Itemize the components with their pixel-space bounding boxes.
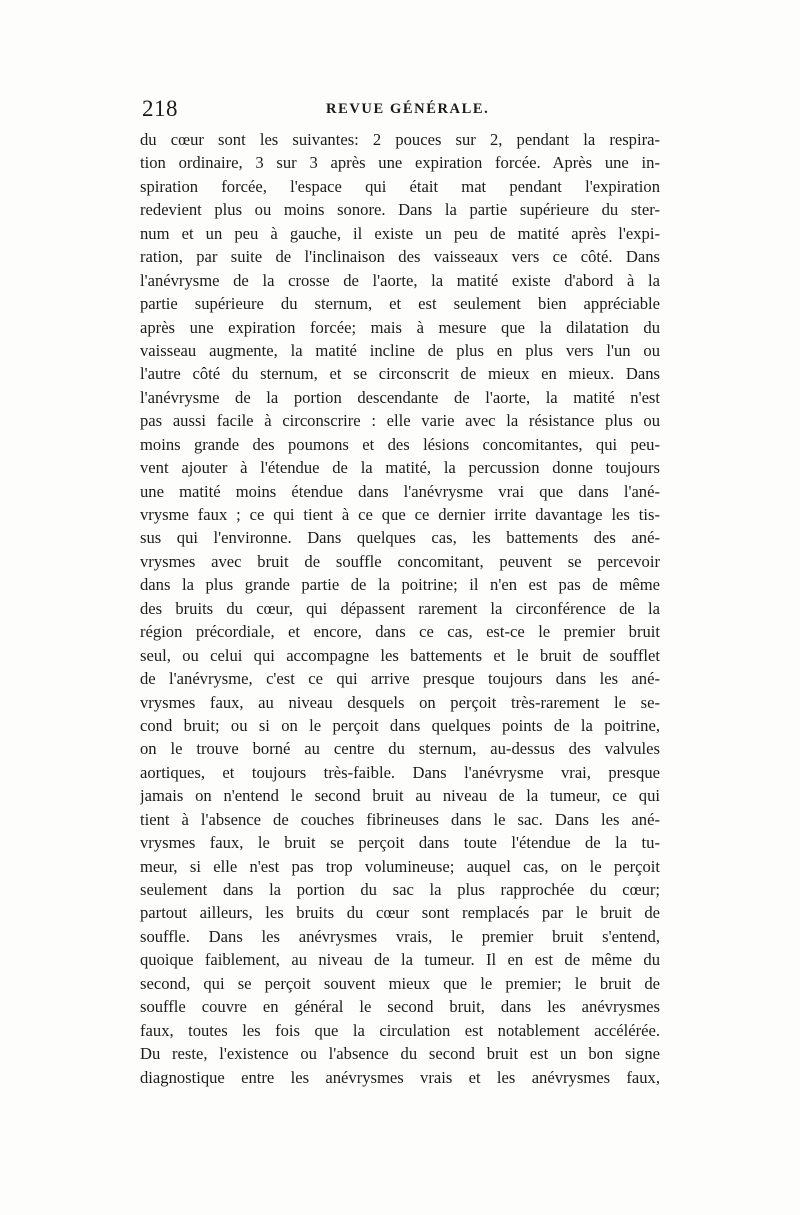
text-line: faux, toutes les fois que la circulation est notablement accélérée.	[140, 1020, 660, 1040]
text-line: meur, si elle n'est pas trop volumineuse; auquel cas, on le perçoit	[140, 856, 660, 876]
text-line: cond bruit; ou si on le perçoit dans quelques points de la poitrine,	[140, 715, 660, 735]
text-line: sus qui l'environne. Dans quelques cas, les battements des ané-	[140, 528, 660, 548]
text-line: jamais on n'entend le second bruit au niveau de la tumeur, ce qui	[140, 786, 660, 806]
page-number: 218	[142, 96, 178, 121]
text-line: diagnostique entre les anévrysmes vrais et les anévrysmes faux,	[140, 1067, 660, 1087]
text-line: l'anévrysme de la crosse de l'aorte, la matité existe d'abord à la	[140, 270, 660, 290]
text-line: des bruits du cœur, qui dépassent rarement la circonférence de la	[140, 598, 660, 618]
text-line: tion ordinaire, 3 sur 3 après une expiration forcée. Après une in-	[140, 153, 660, 173]
text-line: vrysmes avec bruit de souffle concomitant, peuvent se percevoir	[140, 551, 660, 571]
text-line: tient à l'absence de couches fibrineuses dans le sac. Dans les ané-	[140, 809, 660, 829]
text-line: on le trouve borné au centre du sternum, au-dessus des valvules	[140, 739, 660, 759]
text-line: pas aussi facile à circonscrire : elle varie avec la résistance plus ou	[140, 411, 660, 431]
text-line: Du reste, l'existence ou l'absence du second bruit est un bon signe	[140, 1044, 660, 1064]
text-line: de l'anévrysme, c'est ce qui arrive presque toujours dans les ané-	[140, 669, 660, 689]
text-line: après une expiration forcée; mais à mesure que la dilatation du	[140, 317, 660, 337]
text-line: second, qui se perçoit souvent mieux que le premier; le bruit de	[140, 973, 660, 993]
text-line: l'autre côté du sternum, et se circonscrit de mieux en mieux. Dans	[140, 364, 660, 384]
text-line: vrysme faux ; ce qui tient à ce que ce dernier irrite davantage les tis-	[140, 505, 660, 524]
text-line: moins grande des poumons et des lésions concomitantes, qui peu-	[140, 434, 660, 454]
text-line: dans la plus grande partie de la poitrine; il n'en est pas de même	[140, 575, 660, 595]
text-line: vrysmes faux, le bruit se perçoit dans toute l'étendue de la tu-	[140, 833, 660, 853]
text-line: du cœur sont les suivantes: 2 pouces sur 2, pendant la respira-	[140, 130, 660, 149]
text-line: vaisseau augmente, la matité incline de plus en plus vers l'un ou	[140, 340, 660, 360]
text-line: vrysmes faux, au niveau desquels on perçoit très-rarement le se-	[140, 692, 660, 712]
text-line: partout ailleurs, les bruits du cœur sont remplacés par le bruit de	[140, 903, 660, 923]
running-head: REVUE GÉNÉRALE.	[326, 101, 490, 117]
body-text	[140, 128, 660, 1089]
text-line: num et un peu à gauche, il existe un peu de matité après l'expi-	[140, 223, 660, 243]
text-line: redevient plus ou moins sonore. Dans la partie supérieure du ster-	[140, 200, 660, 220]
text-line: vent ajouter à l'étendue de la matité, la percussion donne toujours	[140, 458, 660, 478]
text-line: spiration forcée, l'espace qui était mat pendant l'expiration	[140, 176, 660, 196]
text-line: souffle. Dans les anévrysmes vrais, le premier bruit s'entend,	[140, 926, 660, 946]
text-line: une matité moins étendue dans l'anévrysme vrai que dans l'ané-	[140, 481, 660, 501]
text-line: quoique faiblement, au niveau de la tumeur. Il en est de même du	[140, 950, 660, 970]
text-line: souffle couvre en général le second bruit, dans les anévrysmes	[140, 997, 660, 1017]
text-line: partie supérieure du sternum, et est seulement bien appréciable	[140, 294, 660, 314]
text-line: l'anévrysme de la portion descendante de l'aorte, la matité n'est	[140, 387, 660, 407]
text-line: seul, ou celui qui accompagne les battements et le bruit de soufflet	[140, 645, 660, 665]
text-line: ration, par suite de l'inclinaison des vaisseaux vers ce côté. Dans	[140, 247, 660, 267]
text-line: aortiques, et toujours très-faible. Dans l'anévrysme vrai, presque	[140, 762, 660, 782]
text-line: région précordiale, et encore, dans ce cas, est-ce le premier bruit	[140, 622, 660, 642]
page-header	[140, 96, 660, 124]
text-line: seulement dans la portion du sac la plus rapprochée du cœur;	[140, 880, 660, 899]
